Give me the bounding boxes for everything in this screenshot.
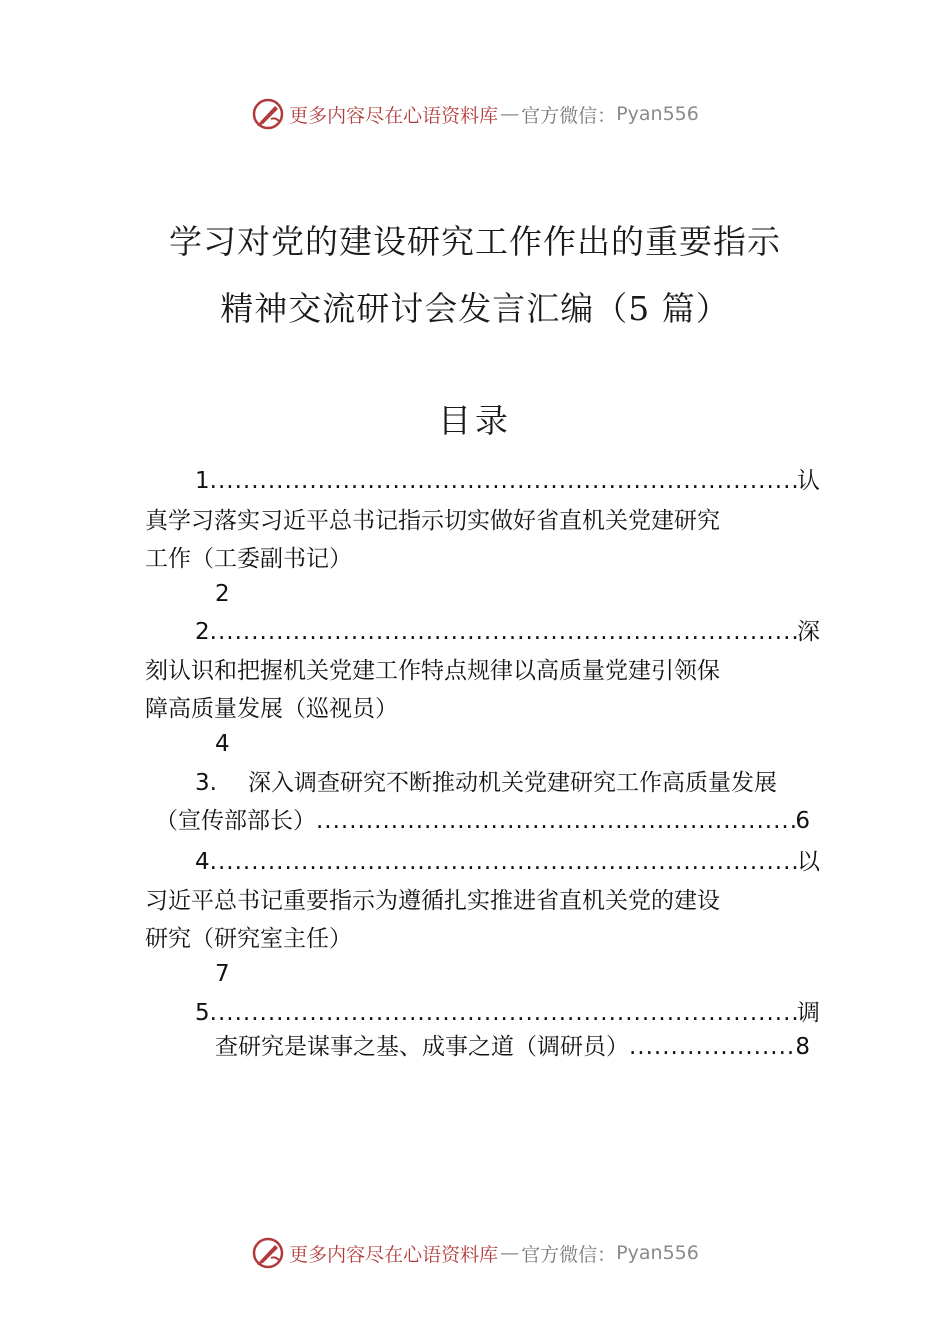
- document-title-line1: 学习对党的建设研究工作作出的重要指示: [169, 222, 781, 261]
- toc-entry-5-lead[interactable]: [195, 996, 820, 1030]
- footer-banner: [0, 1233, 950, 1273]
- toc-entry-3-lead[interactable]: [155, 804, 810, 838]
- toc-entry-5-text: 查研究是谋事之基、成事之道（调研员）: [215, 1034, 629, 1060]
- toc-entry-first-char: 认: [797, 468, 820, 494]
- toc-entry-first-char: 深: [797, 619, 820, 645]
- pen-logo-icon: [251, 1236, 285, 1270]
- banner-dash: —: [500, 1242, 520, 1264]
- toc-entry-2-page: 4: [215, 731, 230, 757]
- banner-wechat-id: Pyan556: [616, 1242, 699, 1264]
- toc-entry-3-title-line2: （宣传部部长）: [155, 808, 316, 834]
- banner-wechat-label: 官方微信：: [521, 104, 617, 127]
- toc-entry-1-lead[interactable]: [195, 464, 820, 498]
- toc-entry-5-page: 8: [795, 1034, 810, 1060]
- toc-heading: 目录: [438, 401, 512, 440]
- banner-wechat-label: 官方微信：: [521, 1243, 617, 1266]
- toc-entry-number: 2: [195, 619, 210, 645]
- banner-wechat-id: Pyan556: [616, 103, 699, 125]
- toc-entry-4-lead[interactable]: [195, 845, 820, 879]
- toc-leader-dots: [210, 845, 797, 879]
- toc-leader-dots: [629, 1030, 795, 1064]
- toc-leader-dots: [210, 464, 797, 498]
- toc-entry-1-page: 2: [215, 581, 230, 607]
- toc-leader-dots: [210, 996, 797, 1030]
- toc-entry-3-page: 6: [795, 808, 810, 834]
- toc-entry-first-char: 调: [797, 1000, 820, 1026]
- toc-entry-2-lead[interactable]: [195, 615, 820, 649]
- toc-entry-2-text-line1: 刻认识和把握机关党建工作特点规律以高质量党建引领保: [145, 658, 720, 684]
- document-title-line2: 精神交流研讨会发言汇编（5 篇）: [220, 289, 730, 328]
- banner-source-text: 更多内容尽在心语资料库: [289, 104, 499, 127]
- toc-entry-number: 5: [195, 1000, 210, 1026]
- toc-entry-4-text-line2: 研究（研究室主任）: [145, 926, 352, 952]
- toc-entry-1-text-line1: 真学习落实习近平总书记指示切实做好省直机关党建研究: [145, 508, 720, 534]
- toc-entry-4-text-line1: 习近平总书记重要指示为遵循扎实推进省直机关党的建设: [145, 888, 720, 914]
- banner-source-text: 更多内容尽在心语资料库: [289, 1243, 499, 1266]
- toc-entry-2-text-line2: 障高质量发展（巡视员）: [145, 696, 398, 722]
- toc-entry-3-number: 3.: [195, 770, 217, 796]
- pen-logo-icon: [251, 97, 285, 131]
- toc-entry-number: 4: [195, 849, 210, 875]
- toc-entry-number: 1: [195, 468, 210, 494]
- toc-leader-dots: [316, 804, 795, 838]
- toc-entry-5-text-line1: [215, 1030, 810, 1064]
- toc-entry-first-char: 以: [797, 849, 820, 875]
- toc-entry-3-title-line1[interactable]: 深入调查研究不断推动机关党建研究工作高质量发展: [248, 770, 777, 796]
- banner-dash: —: [500, 103, 520, 125]
- toc-entry-4-page: 7: [215, 961, 230, 987]
- toc-entry-1-text-line2: 工作（工委副书记）: [145, 546, 352, 572]
- header-banner: [0, 94, 950, 134]
- toc-leader-dots: [210, 615, 797, 649]
